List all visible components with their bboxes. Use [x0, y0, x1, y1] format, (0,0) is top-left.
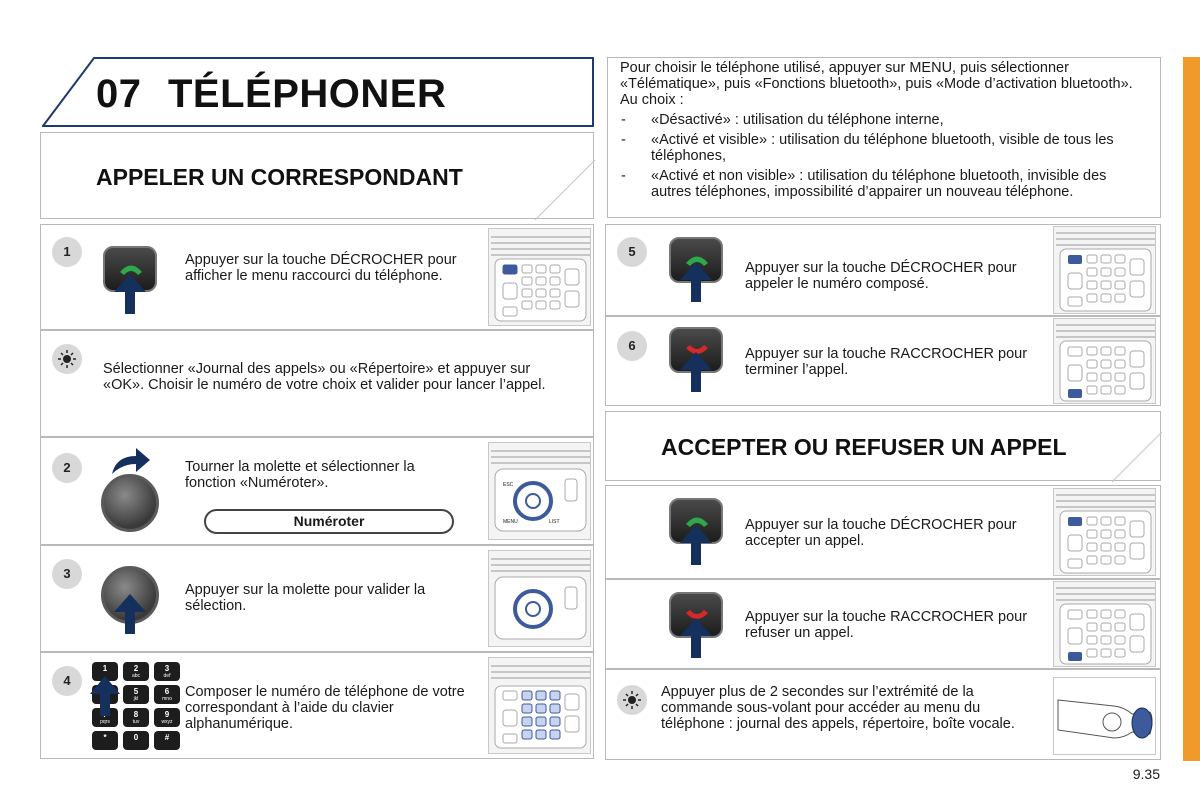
- keypad-key-letters: pqrs: [100, 719, 110, 725]
- bluetooth-intro: Pour choisir le téléphone utilisé, appuyer sur MENU, puis sélectionner «Télématique», puis «Fonctions bluetooth», puis «Mode d’activation bluetooth». Au choix :: [620, 60, 1133, 108]
- step-4-badge: 4: [52, 666, 82, 696]
- keypad-key-digit: 9: [164, 710, 170, 719]
- steering-stalk-drawing: [1054, 678, 1156, 755]
- phone-panel-diagram: [1053, 226, 1156, 314]
- keypad-key-letters: def: [163, 673, 171, 679]
- step-3-badge: 3: [52, 559, 82, 589]
- knob-console-drawing-b: [489, 551, 591, 647]
- knob-console-drawing: [489, 443, 591, 540]
- bluetooth-options: [620, 108, 1145, 200]
- keypad-key-letters: wxyz: [161, 719, 173, 725]
- press-arrow-icon: [680, 525, 712, 565]
- chapter-title: TÉLÉPHONER: [168, 72, 447, 116]
- thumbwheel[interactable]: [101, 474, 159, 532]
- phone-panel-hangup-diagram: [1053, 318, 1156, 404]
- keypad-key-letters: tuv: [132, 719, 140, 725]
- step-2-text: Tourner la molette et sélectionner la fonction «Numéroter».: [185, 459, 415, 491]
- keypad-key-digit: *: [103, 733, 107, 742]
- page-number: 9.35: [1132, 766, 1160, 782]
- phone-panel-diagram: [488, 228, 591, 326]
- keypad-key-digit: 0: [133, 733, 139, 742]
- step-4-text: Composer le numéro de téléphone de votre correspondant à l’aide du clavier alphanumérique.: [185, 684, 465, 732]
- step-1-text: Appuyer sur la touche DÉCROCHER pour afficher le menu raccourci du téléphone.: [185, 252, 457, 284]
- option-invisible: - «Activé et non visible» : utilisation du téléphone bluetooth, invisible des autres téléphones, impossibilité d’appairer un nouveau téléphone.: [620, 168, 1145, 200]
- keypad-key-0[interactable]: [123, 731, 149, 750]
- knob-console-diagram-a: [488, 442, 591, 540]
- refuse-text: Appuyer sur la touche RACCROCHER pour refuser un appel.: [745, 609, 1028, 641]
- knob-menu-label: MENU: [503, 519, 518, 525]
- press-arrow-icon: [90, 676, 120, 716]
- phone-panel-accept-diagram: [1053, 488, 1156, 576]
- step-1-badge: 1: [52, 237, 82, 267]
- console-pickup-diagram: [489, 229, 591, 326]
- knob-list-label: LIST: [549, 519, 560, 525]
- console-pickup-diagram: [1054, 227, 1156, 314]
- keypad-key-digit: 2: [133, 664, 139, 673]
- accept-text: Appuyer sur la touche DÉCROCHER pour accepter un appel.: [745, 517, 1017, 549]
- keypad-key-letters: jkl: [133, 696, 139, 702]
- numeroter-button[interactable]: Numéroter: [204, 509, 454, 534]
- keypad-console-diagram: [488, 657, 591, 754]
- step-6-badge: 6: [617, 331, 647, 361]
- keypad-key-3[interactable]: [154, 662, 180, 681]
- steering-stalk-diagram: [1053, 677, 1156, 755]
- keypad-key-9[interactable]: [154, 708, 180, 727]
- console-pickup-diagram: [1054, 489, 1156, 576]
- press-arrow-icon: [680, 262, 712, 302]
- tip-badge: [617, 685, 647, 715]
- keypad-key-letters: mno: [162, 696, 172, 702]
- step-5-text: Appuyer sur la touche DÉCROCHER pour appeler le numéro composé.: [745, 260, 1017, 292]
- press-arrow-icon: [114, 274, 146, 314]
- press-arrow-icon: [680, 352, 712, 392]
- knob-esc-label: ESC: [503, 482, 514, 488]
- step-5-badge: 5: [617, 237, 647, 267]
- keypad-key-8[interactable]: [123, 708, 149, 727]
- rotate-arrow-icon: [110, 448, 152, 476]
- keypad-highlight-drawing: [489, 658, 591, 754]
- keypad-key-digit: 5: [133, 687, 139, 696]
- tip-stalk-text: Appuyer plus de 2 secondes sur l’extrémité de la commande sous-volant pour accéder au menu du téléphone : journal des appels, répertoire, boîte vocale.: [661, 684, 1015, 732]
- keypad-key-digit: #: [164, 733, 170, 742]
- step-2-badge: 2: [52, 453, 82, 483]
- keypad-key-#[interactable]: [154, 731, 180, 750]
- corner-fold-icon: [1112, 432, 1162, 482]
- section-title-call: APPELER UN CORRESPONDANT: [96, 164, 463, 190]
- keypad-key-letters: abc: [131, 673, 141, 679]
- keypad-key-digit: 6: [164, 687, 170, 696]
- tip-journal-text: Sélectionner «Journal des appels» ou «Répertoire» et appuyer sur «OK». Choisir le numéro de votre choix et valider pour lancer l’appel.: [103, 361, 546, 393]
- keypad-key-6[interactable]: [154, 685, 180, 704]
- tip-badge: [52, 344, 82, 374]
- section-title-accept: ACCEPTER OU REFUSER UN APPEL: [661, 434, 1067, 460]
- press-arrow-icon: [114, 594, 146, 634]
- step-3-text: Appuyer sur la molette pour valider la sélection.: [185, 582, 426, 614]
- console-hangup-diagram: [1054, 582, 1156, 667]
- keypad-key-digit: 1: [102, 664, 108, 673]
- keypad-key-5[interactable]: [123, 685, 149, 704]
- keypad-key-2[interactable]: [123, 662, 149, 681]
- console-hangup-diagram: [1054, 319, 1156, 404]
- knob-console-diagram-b: [488, 550, 591, 647]
- option-disabled: - «Désactivé» : utilisation du téléphone interne,: [620, 112, 1145, 128]
- option-visible: - «Activé et visible» : utilisation du téléphone bluetooth, visible de tous les téléphones,: [620, 132, 1145, 164]
- keypad-key-*[interactable]: [92, 731, 118, 750]
- step-6-text: Appuyer sur la touche RACCROCHER pour terminer l’appel.: [745, 346, 1028, 378]
- phone-panel-refuse-diagram: [1053, 581, 1156, 667]
- press-arrow-icon: [680, 618, 712, 658]
- lightbulb-tip-icon: [623, 691, 641, 709]
- keypad-key-digit: 3: [164, 664, 170, 673]
- corner-fold-icon: [535, 160, 595, 220]
- keypad-key-digit: 8: [133, 710, 139, 719]
- chapter-side-tab: [1183, 57, 1200, 761]
- lightbulb-tip-icon: [58, 350, 76, 368]
- chapter-number: 07: [96, 72, 142, 116]
